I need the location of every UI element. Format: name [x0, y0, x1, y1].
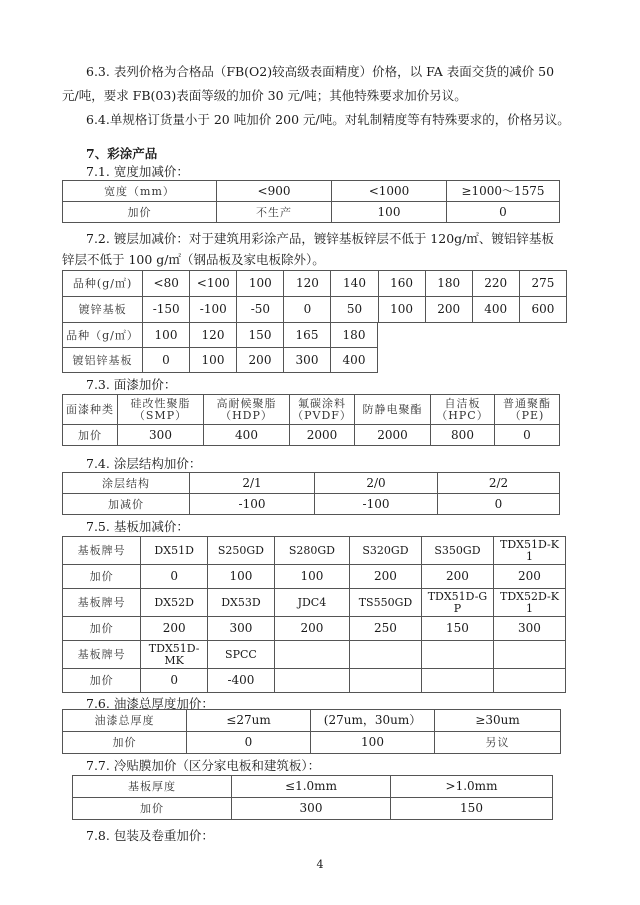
table-cell: 另议 [435, 732, 561, 754]
para-6-3-line1: 6.3. 表列价格为合格品（FB(O2)较高级表面精度）价格，以 FA 表面交货的减价 50 [86, 64, 555, 79]
table-cell: 150 [237, 323, 284, 348]
table-cell: 120 [284, 271, 331, 297]
table-cell: 高耐候聚脂 （HDP） [204, 395, 290, 425]
table-cell: 180 [425, 271, 472, 297]
table-cell: 加价 [63, 669, 141, 693]
table-cell: 250 [349, 617, 421, 641]
table-cell: 150 [421, 617, 493, 641]
table-cell: 宽度（mm） [63, 181, 217, 202]
table-row [63, 732, 561, 754]
alzn-coating-table [62, 322, 378, 373]
table-cell: 300 [118, 425, 204, 446]
table-cell: 180 [331, 323, 378, 348]
table-cell: 200 [425, 297, 472, 323]
table-cell: 基板牌号 [63, 641, 141, 669]
paint-thickness-table [62, 709, 561, 754]
table-cell: 硅改性聚脂 （SMP） [118, 395, 204, 425]
table-cell: DX52D [141, 589, 208, 617]
table-cell: <1000 [332, 181, 447, 202]
table-cell: DX51D [141, 537, 208, 565]
table-cell: 0 [447, 202, 560, 223]
table-cell: ≤27um [187, 710, 311, 732]
section-7-1-heading: 7.1. 宽度加减价： [86, 164, 189, 179]
table-cell [421, 669, 493, 693]
table-cell: 加价 [63, 202, 217, 223]
table-cell: <80 [143, 271, 190, 297]
table-cell: <100 [190, 271, 237, 297]
table-cell: 800 [431, 425, 495, 446]
para-6-4: 6.4.单规格订货量小于 20 吨加价 200 元/吨。对轧制精度等有特殊要求的，价格另议。 [86, 112, 570, 127]
table-row [63, 494, 560, 515]
table-cell: 100 [274, 565, 349, 589]
table-cell: 2/1 [190, 473, 315, 494]
coating-structure-table [62, 472, 560, 515]
table-cell [421, 641, 493, 669]
table-cell: ≤1.0mm [232, 776, 391, 798]
table-cell: 300 [493, 617, 565, 641]
table-cell: 2/0 [315, 473, 438, 494]
table-row [63, 669, 566, 693]
table-row [63, 297, 567, 323]
table-cell: TDX51D-K 1 [493, 537, 565, 565]
table-cell: S280GD [274, 537, 349, 565]
table-row [63, 425, 560, 446]
section-7-3-heading: 7.3. 面漆加价： [86, 377, 177, 392]
table-row [63, 589, 566, 617]
table-cell: 加价 [63, 565, 141, 589]
zinc-coating-table [62, 270, 567, 323]
table-cell [493, 641, 565, 669]
table-cell: -400 [208, 669, 275, 693]
table-cell: 0 [284, 297, 331, 323]
table-cell: 100 [378, 297, 425, 323]
section-7-6-heading: 7.6. 油漆总厚度加价： [86, 696, 214, 711]
table-cell: 600 [519, 297, 566, 323]
table-cell: 氟碳涂料 （PVDF） [290, 395, 355, 425]
cold-film-table [72, 775, 553, 820]
table-cell: 220 [472, 271, 519, 297]
table-cell: >1.0mm [391, 776, 553, 798]
section-7-4-heading: 7.4. 涂层结构加价： [86, 456, 202, 471]
table-cell: 400 [204, 425, 290, 446]
width-surcharge-table [62, 180, 560, 223]
table-row [63, 710, 561, 732]
substrate-grade-table [62, 536, 566, 693]
table-row [63, 537, 566, 565]
table-cell: 100 [208, 565, 275, 589]
table-cell: 150 [391, 798, 553, 820]
table-cell: -150 [143, 297, 190, 323]
table-cell: SPCC [208, 641, 275, 669]
table-cell: 面漆种类 [63, 395, 118, 425]
table-cell: 0 [143, 348, 190, 373]
table-cell: 加价 [63, 732, 187, 754]
table-cell [274, 641, 349, 669]
table-cell: 油漆总厚度 [63, 710, 187, 732]
table-cell [349, 669, 421, 693]
table-cell: S350GD [421, 537, 493, 565]
table-cell: ≥1000～1575 [447, 181, 560, 202]
table-cell: 400 [472, 297, 519, 323]
table-cell: 0 [141, 565, 208, 589]
table-cell: (27um，30um） [311, 710, 435, 732]
table-cell: 200 [349, 565, 421, 589]
table-cell: 不生产 [217, 202, 332, 223]
table-row [63, 271, 567, 297]
table-cell: 200 [493, 565, 565, 589]
table-cell: 品种（g/㎡） [63, 323, 143, 348]
table-cell: 0 [141, 669, 208, 693]
para-6-3-line2: 元/吨，要求 FB(03)表面等级的加价 30 元/吨；其他特殊要求加价另议。 [62, 88, 467, 103]
table-cell: TDX52D-K 1 [493, 589, 565, 617]
table-row [73, 776, 553, 798]
table-cell: 0 [495, 425, 560, 446]
table-cell: 300 [232, 798, 391, 820]
section-7-2-line2: 锌层不低于 100 g/㎡（钢品板及家电板除外）。 [62, 252, 325, 267]
table-cell: -50 [237, 297, 284, 323]
table-cell: 165 [284, 323, 331, 348]
page-number: 4 [316, 858, 324, 871]
table-cell: 300 [208, 617, 275, 641]
table-cell: 100 [332, 202, 447, 223]
table-cell: TDX51D- MK [141, 641, 208, 669]
table-cell: JDC4 [274, 589, 349, 617]
table-cell: 300 [284, 348, 331, 373]
table-cell [274, 669, 349, 693]
table-cell [493, 669, 565, 693]
table-cell: 基板厚度 [73, 776, 232, 798]
table-cell: 自洁板 （HPC） [431, 395, 495, 425]
table-cell: 200 [421, 565, 493, 589]
table-cell: 防静电聚酯 [355, 395, 431, 425]
table-cell: 200 [237, 348, 284, 373]
table-cell [349, 641, 421, 669]
section-7-8-heading: 7.8. 包装及卷重加价： [86, 828, 214, 843]
table-cell: 基板牌号 [63, 589, 141, 617]
table-cell: 200 [141, 617, 208, 641]
table-cell: 0 [187, 732, 311, 754]
table-cell: 100 [237, 271, 284, 297]
table-cell: 160 [378, 271, 425, 297]
table-cell: 加减价 [63, 494, 190, 515]
table-cell: 2000 [290, 425, 355, 446]
table-cell: 镀铝锌基板 [63, 348, 143, 373]
table-cell: 镀锌基板 [63, 297, 143, 323]
table-row [63, 641, 566, 669]
section-7-5-heading: 7.5. 基板加减价： [86, 519, 189, 534]
table-cell: 2/2 [438, 473, 560, 494]
table-cell: 100 [143, 323, 190, 348]
table-row [63, 565, 566, 589]
table-row [63, 323, 378, 348]
section-7-heading: 7、彩涂产品 [86, 146, 158, 161]
table-cell: 200 [274, 617, 349, 641]
table-cell: 120 [190, 323, 237, 348]
table-cell: 涂层结构 [63, 473, 190, 494]
table-row [63, 181, 560, 202]
table-cell: <900 [217, 181, 332, 202]
table-cell: 加价 [63, 425, 118, 446]
table-cell: 100 [311, 732, 435, 754]
table-cell: -100 [190, 494, 315, 515]
table-cell: 加价 [73, 798, 232, 820]
section-7-7-heading: 7.7. 冷贴膜加价（区分家电板和建筑板）： [86, 758, 321, 773]
table-cell: TDX51D-G P [421, 589, 493, 617]
table-cell: 50 [331, 297, 378, 323]
table-cell: S250GD [208, 537, 275, 565]
table-row [73, 798, 553, 820]
table-cell: -100 [190, 297, 237, 323]
table-cell: 100 [190, 348, 237, 373]
table-cell: S320GD [349, 537, 421, 565]
topcoat-table [62, 394, 560, 446]
table-row [63, 395, 560, 425]
table-cell: 275 [519, 271, 566, 297]
table-cell: 普通聚酯 （PE) [495, 395, 560, 425]
table-cell: TS550GD [349, 589, 421, 617]
table-cell: 140 [331, 271, 378, 297]
table-row [63, 202, 560, 223]
table-cell: 2000 [355, 425, 431, 446]
table-row [63, 348, 378, 373]
table-cell: 0 [438, 494, 560, 515]
table-cell: ≥30um [435, 710, 561, 732]
section-7-2-line1: 7.2. 镀层加减价：对于建筑用彩涂产品，镀锌基板锌层不低于 120g/㎡、镀铝锌基板 [86, 231, 554, 246]
table-cell: 基板牌号 [63, 537, 141, 565]
table-cell: -100 [315, 494, 438, 515]
table-cell: 400 [331, 348, 378, 373]
table-row [63, 473, 560, 494]
table-cell: DX53D [208, 589, 275, 617]
table-cell: 品种(g/㎡) [63, 271, 143, 297]
table-cell: 加价 [63, 617, 141, 641]
table-row [63, 617, 566, 641]
